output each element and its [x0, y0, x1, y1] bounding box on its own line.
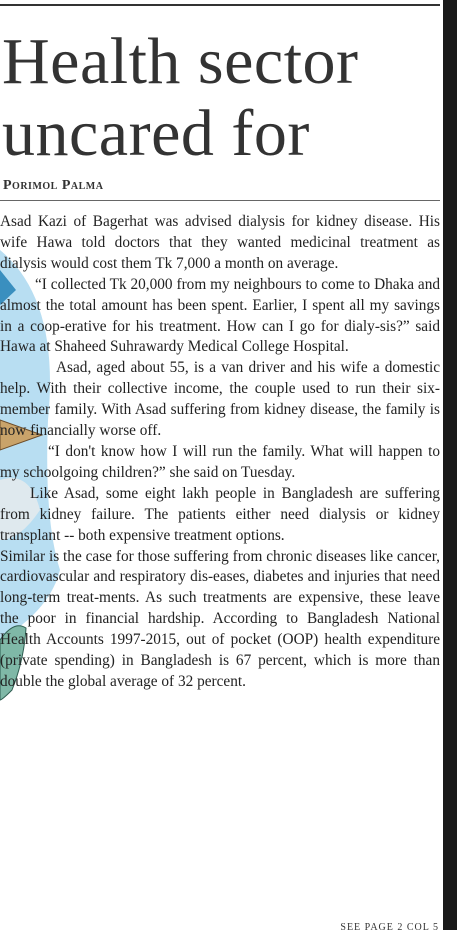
- continuation-note: SEE PAGE 2 COL 5: [340, 922, 439, 933]
- article-body: [0, 212, 440, 693]
- headline: Health sector uncared for: [2, 25, 359, 170]
- page-edge: [443, 0, 457, 930]
- article-paragraph: “I don't know how I will run the family. What will happen to my schoolgoing children?” she said on Tuesday.: [0, 442, 440, 481]
- article-paragraph: Asad, aged about 55, is a van driver and his wife a domestic help. With their collective income, the couple used to run their six-member family. With Asad suffering from kidney disease, the family is now financially worse off.: [0, 359, 440, 440]
- byline-rule: [0, 200, 440, 201]
- article-paragraph: Like Asad, some eight lakh people in Bangladesh are suffering from kidney failure. The patients either need dialysis or kidney transplant -- both expensive treatment options.: [0, 484, 440, 544]
- byline: Porimol Palma: [3, 178, 104, 193]
- article-paragraph: Similar is the case for those suffering from chronic diseases like cancer, cardiovascular and respiratory dis-eases, diabetes and injuries that need long-term treat-ments. As such treatments are expensive, these leave the poor in financial hardship. According to Bangladesh National Health Accounts 1997-2015, out of pocket (OOP) health expenditure (private spending) in Bangladesh is 67 percent, which is more than double the global average of 32 percent.: [0, 547, 440, 690]
- article-paragraph: “I collected Tk 20,000 from my neighbours to come to Dhaka and almost the total amount has been spent. Earlier, I spent all my savings in a coop-erative for his treatment. How can I go for dialy-sis?” said Hawa at Shaheed Suhrawardy Medical College Hospital.: [0, 275, 440, 356]
- article-paragraph: Asad Kazi of Bagerhat was advised dialysis for kidney disease. His wife Hawa told doctors that they wanted medicinal treatment as dialysis would cost them Tk 7,000 a month on average.: [0, 213, 440, 272]
